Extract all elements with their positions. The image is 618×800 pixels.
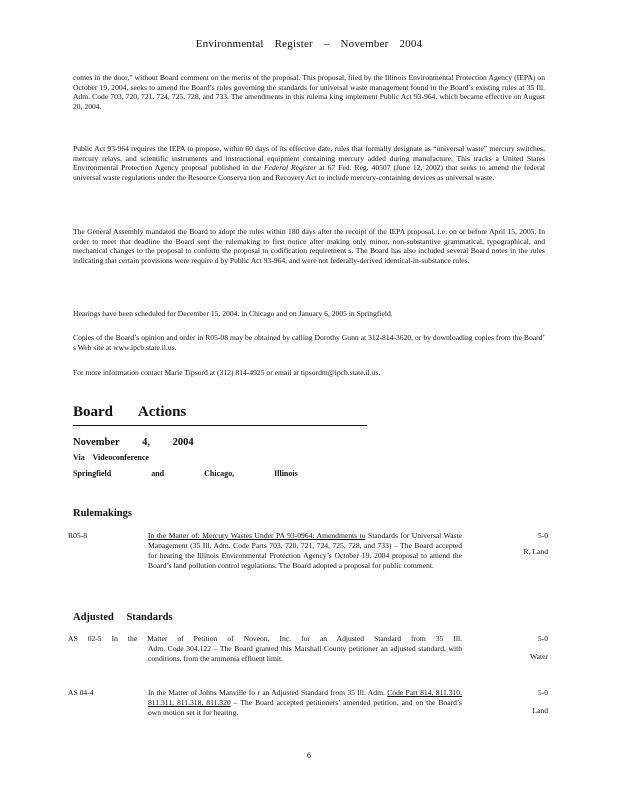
entry-code-citation: Code Part 814, 811.310, 811.311, 811.318, 811.320 [148, 688, 462, 707]
page-number: 6 [307, 751, 311, 760]
entry-vote: 5-0 [537, 688, 548, 697]
entry-category: Land [532, 706, 548, 715]
meeting-location: Springfield and Chicago, Illinois [73, 469, 298, 478]
paragraph-public-act-text-2: at 67 Fed. Reg. 40507 (June 12, 2002) that seeks to amend the federal universal waste regulations under the Resource Conserva tion and Recovery Act to include mercury-containing devices as universal waste. [73, 163, 545, 182]
entry-description [148, 531, 462, 571]
paragraph-hearings: Hearings have been scheduled for December 15, 2004, in Chicago and on January 6, 2005 in Springfield. [73, 309, 393, 318]
entry-description: Adm. Code 304.122 – The Board granted this Marshall County petitioner an adjusted standard, with conditions, from the ammonia effluent limit. [148, 644, 462, 663]
paragraph-copies: Copies of the Board’s opinion and order in R05-08 may be obtained by calling Dorothy Gunn at 312-814-3620, or by downloading copies from the Board’ s Web site at www.ipcb.state.il.us. [73, 333, 545, 352]
entry-category: R, Land [523, 547, 548, 556]
adjusted-standards-heading: Adjusted Standards [73, 612, 173, 623]
federal-register-title: Federal Register [264, 163, 317, 173]
paragraph-public-act [73, 144, 545, 182]
entry-lead: AS 02-5 In the Matter of Petition of Noveon, Inc. for an Adjusted Standard from 35 Ill. [68, 634, 462, 643]
entry-description [148, 688, 462, 718]
board-actions-title: Board Actions [73, 404, 187, 420]
meeting-via: Via Videoconference [73, 453, 149, 462]
section-divider [73, 425, 367, 426]
entry-vote: 5-0 [537, 634, 548, 643]
entry-description-lead: In the Matter of Johns Manville fo r an Adjusted Standard from 35 Ill. Adm. [148, 688, 388, 697]
entry-category: Water [530, 652, 548, 661]
entry-vote: 5-0 [537, 531, 548, 540]
entry-case-title: In the Matter of: Mercury Wastes Under PA 93-0964: Amendments to [148, 531, 366, 540]
meeting-date: November 4, 2004 [73, 437, 194, 448]
entry-description-text: – The Board accepted petitioners’ amended petition, and on the Board’s own motion set it for hearing. [148, 698, 462, 717]
paragraph-general-assembly: The General Assembly mandated the Board to adopt the rules within 180 days after the receipt of the IEPA proposal, i.e. on or before April 15, 2005. In order to meet that deadline the Board sent the rulemaking to first notice after making only minor, non-substantive grammatical, typographical, and mechanical changes to the proposal to conform the proposal to codification requirement s. The Board has also included several Board notes in the rules indicating that certain provisions were require d by Public Act 93-964, and were not federally-derived identical-in-substance rules. [73, 227, 545, 265]
paragraph-contact: For more information contact Marie Tipsord at (312) 814-4925 or email at tipsordm@ipcb.state.il.us. [73, 368, 381, 377]
rulemakings-heading: Rulemakings [73, 508, 132, 519]
paragraph-public-act-text-1: Public Act 93-964 requires the IEPA to propose, within 60 days of its effective date, rules that formally designate as “universal waste” mercury switches, mercury relays, and scientific instruments and instructional equipment containing mercury added during manufacture. This tracks a United States Environmental Protection Agency proposal published in the [73, 144, 545, 173]
adjusted-standard-entry [68, 634, 548, 674]
entry-description-text: Standards for Universal Waste Management (35 Ill. Adm. Code Parts 703, 720, 721, 724, 725, 728, and 733) – The Board accepted for hearing the Illinois Environmental Protection Agency’s October 19, 2004 proposal to amend the Board’s land pollution control regulations. The Board adopted a proposal for public comment. [148, 531, 462, 570]
rulemaking-entry [68, 531, 548, 601]
paragraph-proposal-summary: comes in the door,” without Board comment on the merits of the proposal. This proposal, filed by the Illinois Environmental Protection Agency (IEPA) on October 19, 2004, seeks to amend the Board’s rules governing the standards for universal waste management found in the Board’s existing rules at 35 Ill. Adm. Code 703, 720, 721, 724, 725, 728, and 733. The amendments in this rulema king implement Public Act 93-964, which became effective on August 20, 2004. [73, 73, 545, 111]
entry-ref: AS 04-4 [68, 688, 94, 697]
adjusted-standard-entry [68, 688, 548, 728]
entry-ref: R05-8 [68, 531, 87, 540]
page-header: Environmental Register – November 2004 [195, 38, 423, 50]
